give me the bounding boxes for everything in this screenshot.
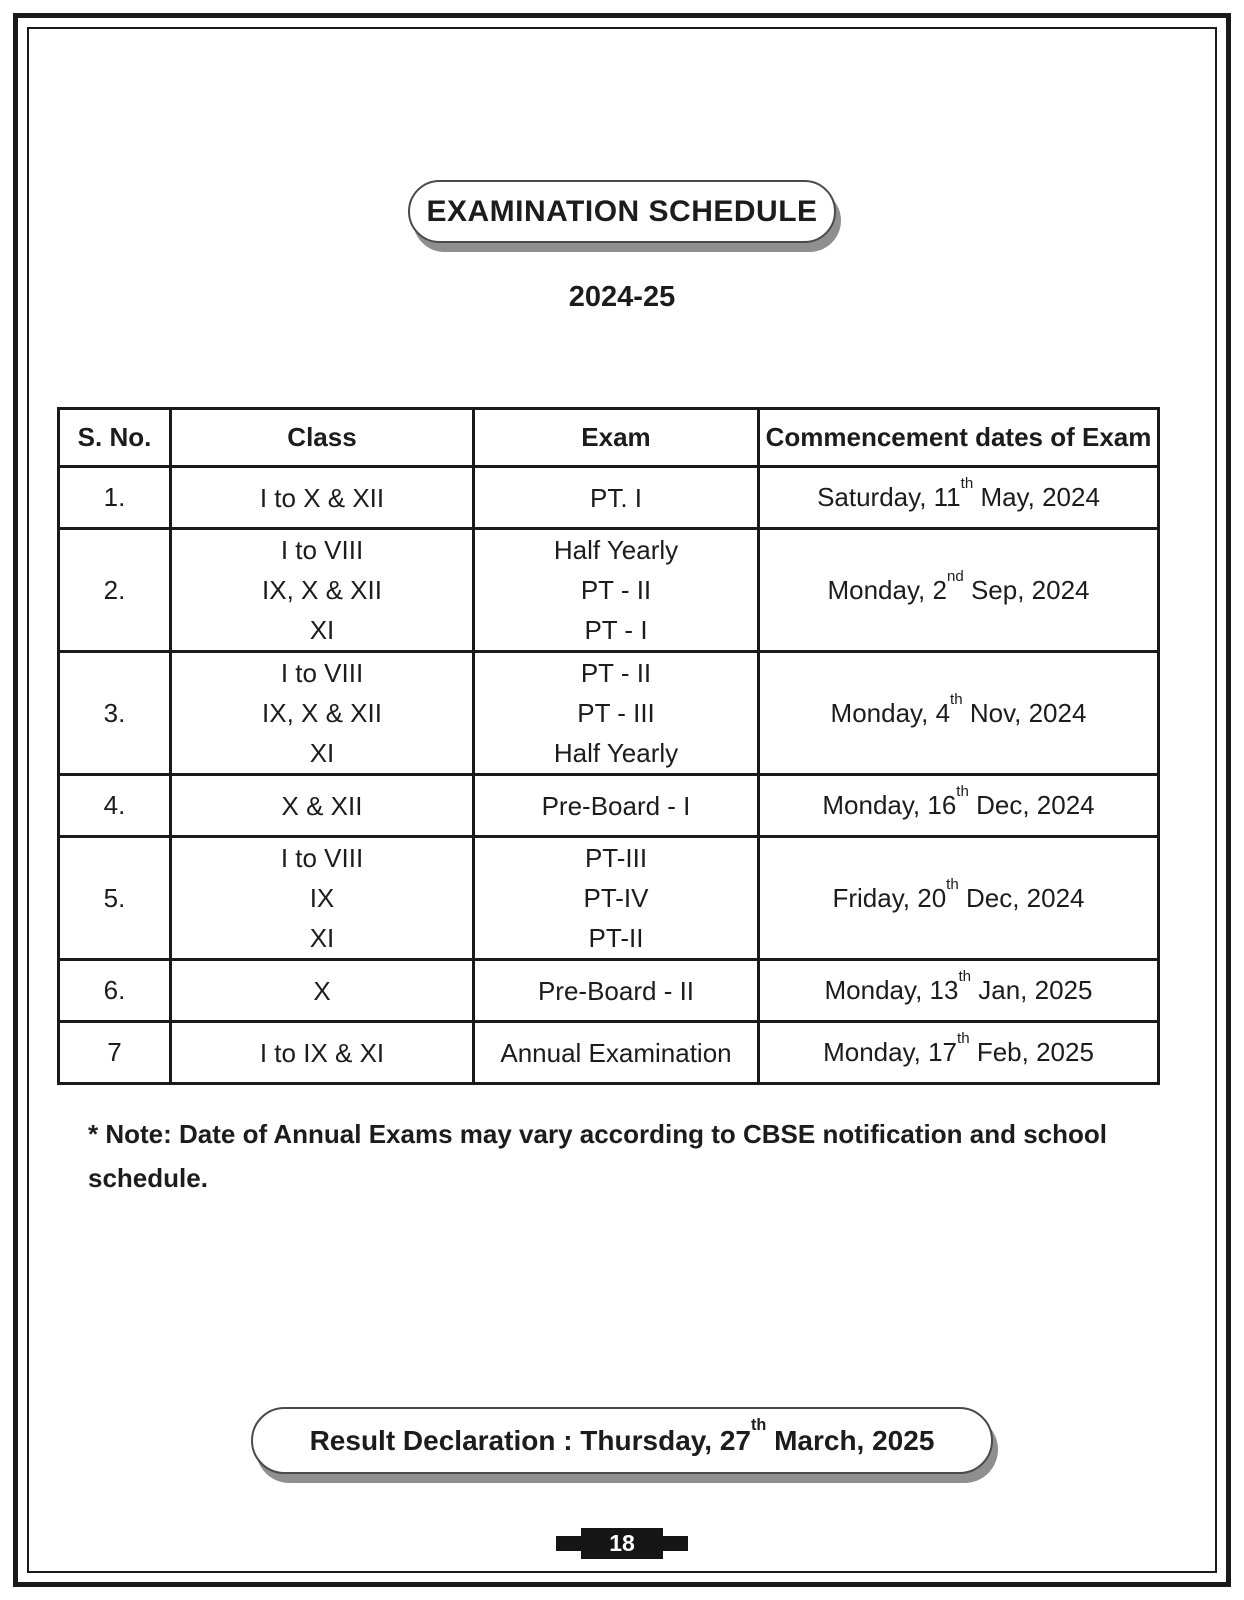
date-ordinal: th <box>958 968 972 986</box>
text-line: XI <box>309 923 335 953</box>
page-number-badge <box>581 1528 663 1559</box>
cell-class <box>171 775 474 837</box>
date-text: Dec, 2024 <box>968 790 1095 820</box>
date-ordinal: th <box>960 475 974 493</box>
cell-sno: 6. <box>59 960 171 1022</box>
page-title: EXAMINATION SCHEDULE <box>426 194 818 228</box>
cell-sno: 1. <box>59 467 171 529</box>
cell-exam <box>474 1022 759 1084</box>
text-line: PT. I <box>589 482 642 513</box>
col-header-dates: Commencement dates of Exam <box>759 409 1159 467</box>
date-text: Monday, 13 <box>824 975 959 1005</box>
note-text <box>88 1112 1118 1200</box>
text-line: IX, X & XII <box>262 575 382 605</box>
marker-right-tab <box>663 1536 688 1551</box>
cell-exam <box>474 775 759 837</box>
table-header-row <box>59 409 1159 467</box>
text-line: XI <box>309 615 335 645</box>
page-number-marker <box>556 1528 688 1559</box>
exam-schedule-table <box>57 407 1160 1085</box>
text-line: X <box>313 975 331 1006</box>
cell-date <box>759 467 1159 529</box>
result-text <box>309 1416 935 1457</box>
text-line: PT-III <box>584 843 648 873</box>
date-text: Monday, 16 <box>822 790 957 820</box>
cell-class <box>171 467 474 529</box>
page-number: 18 <box>609 1530 635 1556</box>
text-line: Half Yearly <box>553 738 679 768</box>
table-row-4 <box>59 775 1159 837</box>
text-line: PT-II <box>588 923 644 953</box>
date-text: Monday, 2 <box>827 574 947 605</box>
cell-date <box>759 837 1159 960</box>
result-text-pre: Result Declaration : Thursday, 27 <box>309 1424 751 1456</box>
date-ordinal: th <box>950 690 963 708</box>
cell-sno: 4. <box>59 775 171 837</box>
date-text: Dec, 2024 <box>958 882 1085 913</box>
cell-exam <box>474 529 759 652</box>
col-header-class: Class <box>171 409 474 467</box>
date-text: Monday, 17 <box>823 1037 958 1067</box>
cell-date <box>759 652 1159 775</box>
table-row-3 <box>59 652 1159 775</box>
table-row-6 <box>59 960 1159 1022</box>
result-text-post: March, 2025 <box>766 1424 935 1456</box>
date-text: Monday, 4 <box>830 697 951 728</box>
table-row-2 <box>59 529 1159 652</box>
cell-date <box>759 960 1159 1022</box>
table-row-7 <box>59 1022 1159 1084</box>
cell-exam <box>474 652 759 775</box>
text-line: Pre-Board - I <box>541 790 691 821</box>
text-line: XI <box>309 738 335 768</box>
result-declaration-banner <box>251 1407 993 1474</box>
date-ordinal: th <box>956 783 969 801</box>
cell-class <box>171 652 474 775</box>
date-text: May, 2024 <box>973 482 1100 512</box>
cell-sno: 3. <box>59 652 171 775</box>
text-line: I to IX & XI <box>259 1037 385 1068</box>
cell-sno: 5. <box>59 837 171 960</box>
cell-class <box>171 529 474 652</box>
date-text: Feb, 2025 <box>969 1037 1094 1067</box>
cell-date <box>759 1022 1159 1084</box>
title-banner <box>408 180 836 243</box>
text-line: * Note: Date of Annual Exams may vary according to CBSE notification and school <box>88 1119 1108 1149</box>
date-ordinal: th <box>946 875 959 893</box>
date-text: Jan, 2025 <box>971 975 1093 1005</box>
result-ordinal: th <box>750 1416 767 1435</box>
date-text: Saturday, 11 <box>817 482 961 512</box>
cell-class <box>171 960 474 1022</box>
cell-sno: 7 <box>59 1022 171 1084</box>
cell-date <box>759 775 1159 837</box>
cell-exam <box>474 960 759 1022</box>
cell-class <box>171 837 474 960</box>
text-line: PT - III <box>577 698 655 728</box>
cell-exam <box>474 837 759 960</box>
cell-class <box>171 1022 474 1084</box>
text-line: IX, X & XII <box>262 698 382 728</box>
text-line: Annual Examination <box>500 1037 732 1068</box>
cell-exam <box>474 467 759 529</box>
date-text: Nov, 2024 <box>962 697 1087 728</box>
cell-sno: 2. <box>59 529 171 652</box>
text-line: PT-IV <box>583 883 649 913</box>
text-line: X & XII <box>281 790 363 821</box>
text-line: I to VIII <box>280 535 364 565</box>
session-year: 2024-25 <box>568 281 676 313</box>
text-line: Pre-Board - II <box>537 975 695 1006</box>
text-line: IX <box>309 883 335 913</box>
date-text: Sep, 2024 <box>963 574 1090 605</box>
text-line: schedule. <box>88 1163 208 1193</box>
table-row-1 <box>59 467 1159 529</box>
marker-left-tab <box>556 1536 581 1551</box>
text-line: Half Yearly <box>553 535 679 565</box>
col-header-exam: Exam <box>474 409 759 467</box>
date-text: Friday, 20 <box>832 882 947 913</box>
text-line: PT - II <box>580 575 652 605</box>
cell-date <box>759 529 1159 652</box>
date-ordinal: nd <box>946 567 964 585</box>
text-line: I to X & XII <box>259 482 385 513</box>
text-line: PT - I <box>584 615 648 645</box>
date-ordinal: th <box>957 1030 970 1048</box>
text-line: I to VIII <box>280 658 364 688</box>
table-row-5 <box>59 837 1159 960</box>
col-header-sno: S. No. <box>59 409 171 467</box>
text-line: I to VIII <box>280 843 364 873</box>
text-line: PT - II <box>580 658 652 688</box>
